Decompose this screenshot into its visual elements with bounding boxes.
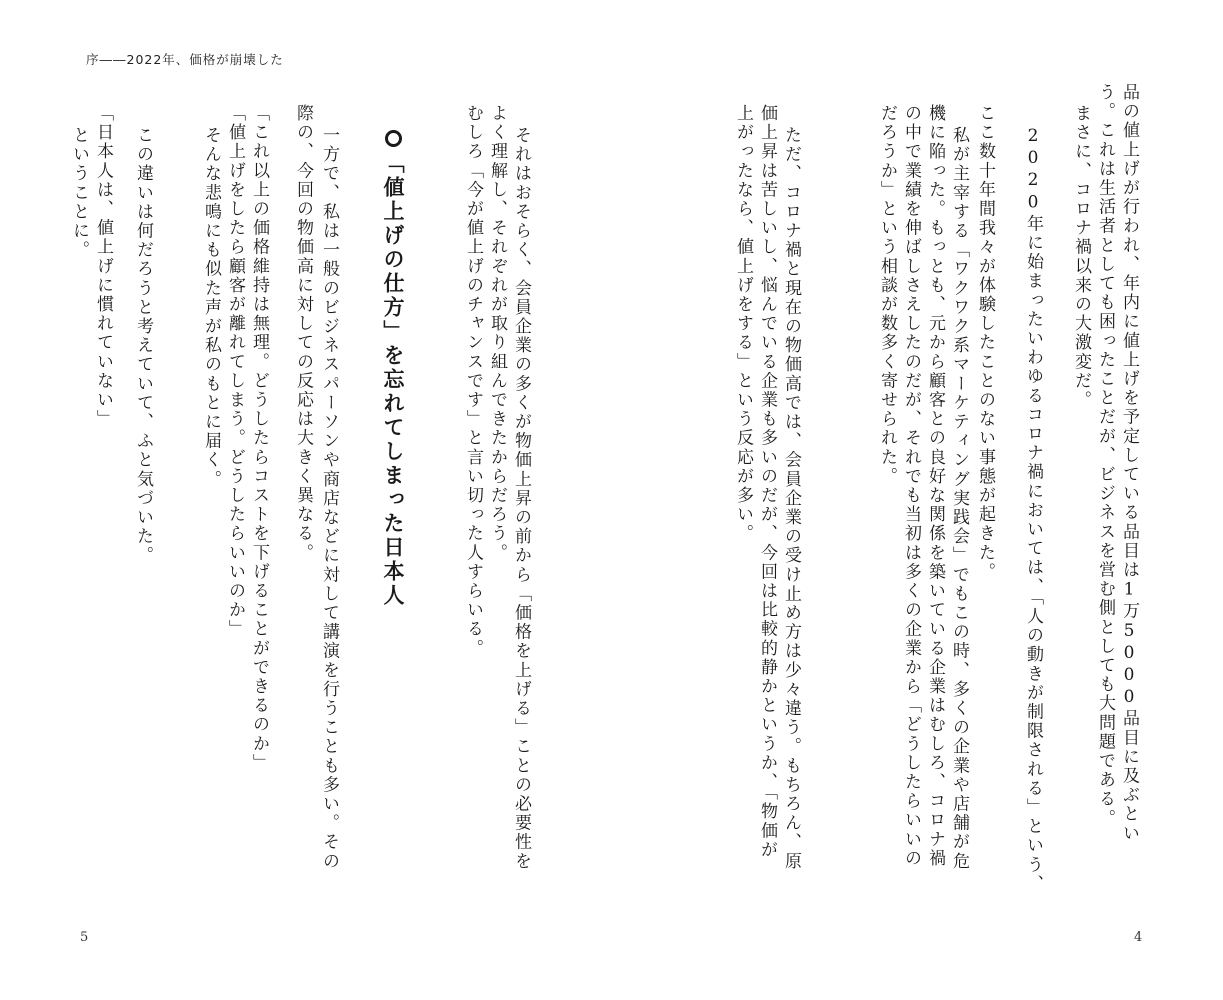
line-text: 際の、今回の物価高に対しての反応は大きく異なる。 bbox=[293, 104, 313, 563]
line-text: よく理解し、それぞれが取り組んできたからだろう。 bbox=[487, 104, 507, 563]
text-line bbox=[320, 0, 350, 1000]
text-line bbox=[1072, 0, 1102, 1000]
line-text: そんな悲鳴にも似た声が私のもとに届く。 bbox=[201, 126, 221, 489]
line-text: 一方で、私は一般のビジネスパーソンや商店などに対して講演を行うことも多い。その bbox=[319, 126, 339, 871]
running-head: 序――2022年、価格が崩壊した bbox=[86, 52, 284, 67]
text-line bbox=[464, 0, 494, 1000]
line-text: 「日本人は、値上げに慣れていない」 bbox=[93, 104, 113, 429]
line-text: 上がったなら、値上げをする」という反応が多い。 bbox=[733, 104, 753, 544]
line-text: 「これ以上の価格維持は無理。どうしたらコストを下げることができるのか」 bbox=[249, 104, 269, 773]
line-text: 機に陥った。もっとも、元から顧客との良好な関係を築いている企業はむしろ、コロナ禍 bbox=[925, 104, 945, 868]
line-text: むしろ「今が値上げのチャンスです」と言い切った人すらいる。 bbox=[463, 104, 483, 658]
section-heading-text: 「値上げの仕方」を忘れてしまった日本人 bbox=[381, 152, 405, 608]
line-text: だろうか」という相談が数多く寄せられた。 bbox=[877, 104, 897, 486]
line-text: 「値上げをしたら顧客が離れてしまう。どうしたらいいのか」 bbox=[225, 104, 245, 639]
line-text: ということに。 bbox=[69, 126, 89, 260]
text-line bbox=[1024, 0, 1054, 1000]
text-line bbox=[976, 0, 1006, 1000]
text-line bbox=[202, 0, 232, 1000]
text-line bbox=[878, 0, 908, 1000]
page-number-left: 5 bbox=[80, 930, 89, 945]
circle-bullet-icon bbox=[385, 130, 402, 147]
text-line bbox=[734, 0, 764, 1000]
line-text: ここ数十年間我々が体験したことのない事態が起きた。 bbox=[975, 104, 995, 582]
line-text: 品の値上げが行われ、年内に値上げを予定している品目は1万5000品目に及ぶとい bbox=[1119, 83, 1139, 843]
line-text: この違いは何だろうと考えていて、ふと気づいた。 bbox=[133, 126, 153, 566]
line-text: 私が主宰する「ワクワク系マーケティング実践会」でもこの時、多くの企業や店舗が危 bbox=[949, 126, 969, 871]
page-number-right: 4 bbox=[1134, 930, 1143, 945]
text-line bbox=[70, 0, 100, 1000]
line-text: それはおそらく、会員企業の多くが物価上昇の前から「価格を上げる」ことの必要性を bbox=[511, 126, 531, 871]
line-text: 価上昇は苦しいし、悩んでいる企業も多いのだが、今回は比較的静かというか、「物価が bbox=[757, 104, 777, 860]
text-line bbox=[134, 0, 164, 1000]
text-line bbox=[294, 0, 324, 1000]
line-text: の中で業績を伸ばしさえしたのだが、それでも当初は多くの企業から「どうしたらいいの bbox=[901, 104, 921, 868]
line-text: 2020年に始まったいわゆるコロナ禍においては、「人の動きが制限される」という、 bbox=[1023, 126, 1043, 894]
line-text: まさに、コロナ禍以来の大激変だ。 bbox=[1071, 104, 1091, 410]
line-text: ただ、コロナ禍と現在の物価高では、会員企業の受け止め方は少々違う。もちろん、原 bbox=[781, 126, 801, 871]
section-heading bbox=[382, 0, 412, 1000]
line-text: う。これは生活者としても困ったことだが、ビジネスを営む側としても大問題である。 bbox=[1095, 83, 1115, 828]
